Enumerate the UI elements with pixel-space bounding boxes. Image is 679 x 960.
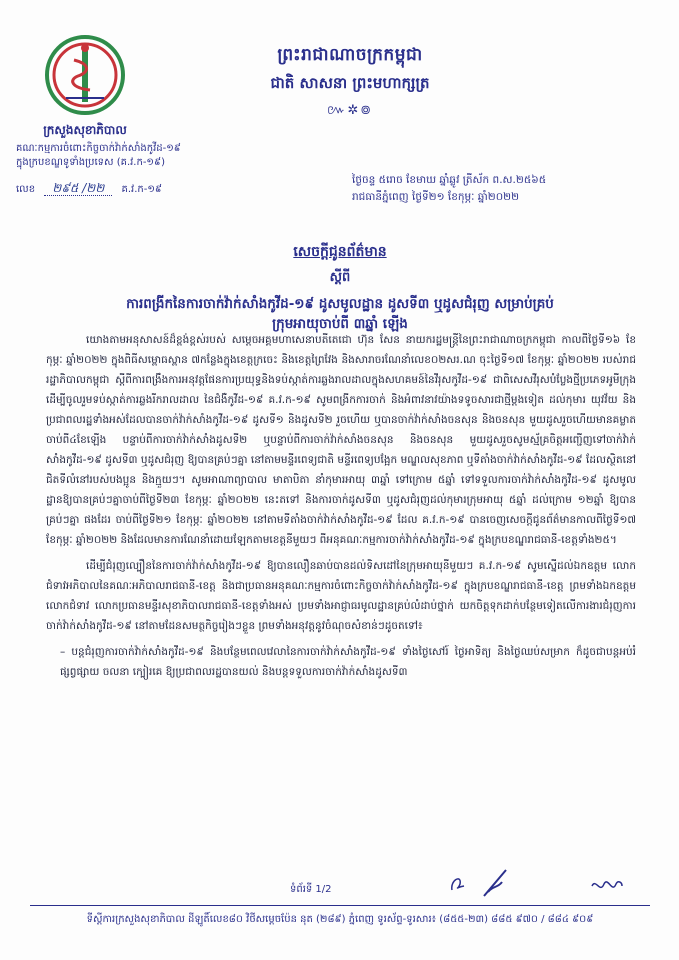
date-block [352, 172, 546, 206]
initial-mark-1 [448, 872, 468, 894]
document-title-block [120, 242, 560, 334]
document-body [46, 330, 636, 688]
commission-block [16, 142, 181, 170]
footer-address: ទីស្តីការក្រសួងសុខាភិបាល ដីឡូតិ៍លេខ៨០ វិថីសម្តេចប៉ែន នុត (២៨៩) ភ្នំពេញ ទូរស័ព្ទ-ទូរសារ៖ (៨៥៥-២៣) ៨៨៥ ៩៧០ / ៨៨៤ ៩០៩ [86, 914, 594, 925]
kingdom-name: ព្រះរាជាណាចក្រកម្ពុជា [277, 45, 423, 65]
ref-number-handwritten: ២៩៥ /២២ [44, 181, 112, 196]
document-type: សេចក្តីជូនព័ត៌មាន [293, 244, 387, 260]
ref-suffix: គ.វ.ក-១៩ [121, 184, 163, 195]
ministry-of-health-logo [44, 34, 126, 116]
page-number: ទំព័រទី 1/2 [290, 884, 332, 895]
ministry-name: ក្រសួងសុខាភិបាល [43, 123, 127, 137]
initial-mark-3 [590, 876, 624, 896]
header-ornament: ៚✲៙ [326, 103, 374, 118]
body-paragraph-2: ដើម្បីជំរុញល្បឿននៃការចាក់វ៉ាក់សាំងកូវីដ-១៩ ឱ្យបានលឿនឆាប់បានដល់ទិសដៅនៃក្រុមអាយុនីមួយៗ គ.វ.ក-១៩ សូមស្នើដល់ឯកឧត្តម លោកជំទាវអភិបាលនៃគណៈអភិបាលរាជធានី-ខេត្ត និងជាប្រធានអនុគណៈកម្មការចំពោះកិច្ចចាក់វ៉ាក់សាំងកូវីដ-១៩ ក្នុងក្របខណ្ឌរាជធានី-ខេត្ត ព្រមទាំងឯកឧត្តម លោកជំទាវ លោកប្រធានមន្ទីរសុខាភិបាលរាជធានី-ខេត្តទាំងអស់ ប្រមទាំងអាជ្ញាធរមូលដ្ឋានគ្រប់លំដាប់ថ្នាក់ យកចិត្តទុកដាក់បន្ថែមទៀតលើការងារជំរុញការចាក់វ៉ាក់សាំងកូវីដ-១៩ នៅតាមដែនសមត្ថកិច្ចរៀងៗខ្លួន ព្រមទាំងអនុវត្តនូវចំណុចសំខាន់ៗដូចតទៅ៖ [46, 560, 636, 632]
document-subject: ការពង្រីកនៃការចាក់វ៉ាក់សាំងកូវីដ-១៩ ដូសមូលដ្ឋាន ដូសទី៣ ឬដូសជំរុញ សម្រាប់គ្រប់ក្រុមអាយុចាប់ពី ៣ឆ្នាំ ឡើង [126, 296, 554, 332]
ref-prefix: លេខ [16, 184, 36, 195]
lunar-date: ថ្ងៃចន្ទ ៥រោច ខែមាឃ ឆ្នាំឆ្លូវ ត្រីស័ក ព.ស.២៥៦៥ [352, 174, 547, 186]
footer-divider [30, 905, 650, 906]
commission-line-1: គណៈកម្មការចំពោះកិច្ចចាក់វ៉ាក់សាំងកូវីដ-១៩ [16, 143, 181, 154]
reference-number [16, 180, 162, 198]
initial-mark-2 [478, 866, 512, 900]
national-motto: ជាតិ សាសនា ព្រះមហាក្សត្រ [270, 74, 430, 92]
solar-date: រាជធានីភ្នំពេញ ថ្ងៃទី២១ ខែកុម្ភៈ ឆ្នាំ២០២២ [352, 191, 520, 203]
kingdom-header [200, 44, 500, 121]
body-paragraph-1: យោងតាមអនុសាសន៍ដ៏ខ្ពង់ខ្ពស់របស់ សម្តេចអគ្គមហាសេនាបតីតេជោ ហ៊ុន សែន នាយករដ្ឋមន្ត្រីនៃព្រះរាជាណាចក្រកម្ពុជា កាលពីថ្ងៃទី១៦ ខែកុម្ភៈ ឆ្នាំ២០២២ ក្នុងពិធីសម្ពោធស្ពាន ៧កន្លែងក្នុងខេត្តក្រចេះ និងខេត្តព្រៃវែង និងសារាចរណែនាំលេខ០២សរ.ណ ចុះថ្ងៃទី១៧ ខែកុម្ភៈ ឆ្នាំ២០២២ របស់រាជរដ្ឋាភិបាលកម្ពុជា ស្តីពីការពង្រឹងការអនុវត្តផែនការប្រយុទ្ធនិងទប់ស្កាត់ការឆ្លងរាលដាលក្នុងសហគមន៍នៃវីរុសកូវីដ-១៩ ជាពិសេសវីរុសបំប្លែងថ្មីប្រភេទអូមីក្រុង ដើម្បីចូលរួមទប់ស្កាត់ការឆ្លងរីករាលដាល នៃជំងឺកូវីដ-១៩ គ.វ.ក-១៩ សូមពង្រីកការចាក់ និងអំពាវនាវយ៉ាងទទូចសារជាថ្មីម្តងទៀត ដល់កុមារ យុវវ័យ និងប្រជាពលរដ្ឋទាំងអស់ដែលបានចាក់វ៉ាក់សាំងកូវីដ-១៩ ដូសទី១ និងដូសទី២ រួចហើយ ឬបានចាក់វ៉ាក់សាំងចនសុន និងចនសុន មួយដូសរួចហើយមានគម្លាតចាប់ពី៤ខែឡើង បន្ទាប់ពីការចាក់វ៉ាក់សាំងដូសទី២ ឬបន្ទាប់ពីការចាក់វ៉ាក់សាំងចនសុន និងចនសុន មួយដូសរួចសូមស្ម័គ្រចិត្តអញ្ជើញទៅចាក់វ៉ាក់សាំងកូវីដ-១៩ ដូសទី៣ ឬដូសជំរុញ ឱ្យបានគ្រប់ៗគ្នា នៅតាមមន្ទីរពេទ្យជាតិ មន្ទីរពេទ្យបង្អែក មណ្ឌលសុខភាព ឬទីតាំងចាក់វ៉ាក់សាំងកូវីដ-១៩ ដែលស្ថិតនៅជិតទីលំនៅរបស់បងប្អូន និងក្មួយៗ។ សូមអាណាព្យាបាល មាតាបិតា នាំកុមារអាយុ ៣ឆ្នាំ ទៅក្រោម ៥ឆ្នាំ ទៅទទួលការចាក់វ៉ាក់សាំងកូវីដ-១៩ ដូសមូលដ្ឋានឱ្យបានគ្រប់ៗគ្នាចាប់ពីថ្ងៃទី២៣ ខែកុម្ភៈ ឆ្នាំ២០២២ នេះតទៅ និងការចាក់ដូសទី៣ ឬដូសជំរុញដល់កុមារក្រុមអាយុ ៥ឆ្នាំ ដល់ក្រោម ១២ឆ្នាំ ឱ្យបានគ្រប់ៗគ្នា ផងដែរ ចាប់ពីថ្ងៃទី២១ ខែកុម្ភៈ ឆ្នាំ២០២២ នៅតាមទីតាំងចាក់វ៉ាក់សាំងកូវីដ-១៩ ដែល គ.វ.ក-១៩ បានចេញសេចក្តីជូនព័ត៌មានកាលពីថ្ងៃទី១៧ ខែកុម្ភៈ ឆ្នាំ២០២២ និងដែលមានការណែនាំដោយឡែកតាមខេត្តនីមួយៗ ពីអនុគណៈកម្មការចាក់វ៉ាក់សាំងកូវីដ-១៩ ក្នុងក្របខណ្ឌរាជធានី-ខេត្តទាំង២៥។ [46, 334, 636, 546]
about-label: ស្តីពី [329, 270, 351, 285]
body-bullet-1: – បន្តជំរុញការចាក់វ៉ាក់សាំងកូវីដ-១៩ និងបន្ថែមពេលវេលានៃការចាក់វ៉ាក់សាំងកូវីដ-១៩ ទាំងថ្ងៃសៅរ៍ ថ្ងៃអាទិត្យ និងថ្ងៃឈប់សម្រាក ក៏ដូចជាបន្តអប់រំផ្សព្វផ្សាយ ចលនា ក្បៀរគេ ឱ្យប្រជាពលរដ្ឋបានយល់ និងបន្តទទួលការចាក់វ៉ាក់សាំងដូសទី៣ [60, 646, 636, 678]
commission-line-2: ក្នុងក្របខណ្ឌទូទាំងប្រទេស (គ.វ.ក-១៩) [16, 157, 165, 168]
